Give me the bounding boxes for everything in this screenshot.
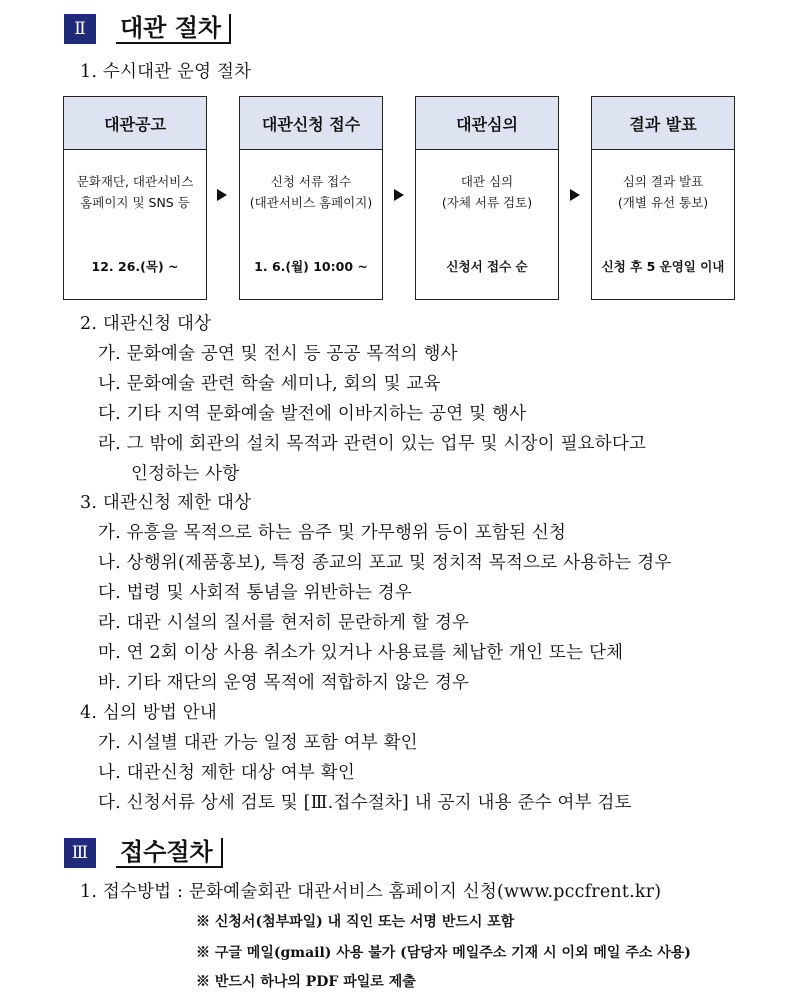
- process-step-date: 신청서 접수 순: [446, 259, 528, 274]
- subsection-2-title: 2. 대관신청 대상: [80, 314, 212, 334]
- section-2-title: 대관 절차: [116, 14, 231, 44]
- subsection-3-title: 3. 대관신청 제한 대상: [80, 493, 252, 513]
- process-step-date: 12. 26.(목) ~: [91, 259, 179, 274]
- process-step-desc-line: (대관서비스 홈페이지): [249, 195, 373, 210]
- process-step-desc-line: 대관 심의: [460, 174, 514, 189]
- process-step-4: [591, 96, 735, 300]
- process-step-desc-line: 심의 결과 발표: [622, 174, 704, 189]
- process-step-2: [239, 96, 383, 300]
- list-item: 다. 신청서류 상세 검토 및 [Ⅲ.접수절차] 내 공지 내용 준수 여부 검토: [98, 793, 632, 813]
- note-line: ※ 신청서(첨부파일) 내 직인 또는 서명 반드시 포함: [196, 914, 515, 930]
- process-step-title: 대관심의: [416, 97, 558, 150]
- section-2-header: [64, 14, 231, 44]
- process-step-desc-line: (개별 유선 통보): [617, 195, 709, 210]
- list-item: 마. 연 2회 이상 사용 취소가 있거나 사용료를 체납한 개인 또는 단체: [98, 643, 624, 663]
- process-step-title: 대관신청 접수: [240, 97, 382, 150]
- section-2-number: Ⅱ: [64, 14, 96, 44]
- process-step-desc-line: 홈페이지 및 SNS 등: [80, 195, 190, 210]
- process-step-1: [63, 96, 207, 300]
- list-item: 가. 유흥을 목적으로 하는 음주 및 가무행위 등이 포함된 신청: [98, 523, 567, 543]
- list-item: 나. 문화예술 관련 학술 세미나, 회의 및 교육: [98, 374, 441, 394]
- process-step-desc-line: 신청 서류 접수: [270, 174, 352, 189]
- list-item: 다. 법령 및 사회적 통념을 위반하는 경우: [98, 583, 413, 603]
- list-item: 나. 상행위(제품홍보), 특정 종교의 포교 및 정치적 목적으로 사용하는 경우: [98, 553, 672, 573]
- process-step-title: 대관공고: [64, 97, 206, 150]
- arrow-right-icon: [217, 189, 227, 201]
- subsection-5-title: 1. 접수방법 : 문화예술회관 대관서비스 홈페이지 신청(www.pccfrent.kr): [80, 882, 662, 902]
- process-step-desc: [240, 171, 382, 213]
- section-3-number: Ⅲ: [64, 838, 96, 868]
- list-item: 바. 기타 재단의 운영 목적에 적합하지 않은 경우: [98, 673, 470, 693]
- section-3-header: [64, 838, 223, 868]
- process-step-date: 신청 후 5 운영일 이내: [601, 259, 725, 274]
- list-item: 나. 대관신청 제한 대상 여부 확인: [98, 763, 355, 783]
- process-step-desc: [64, 171, 206, 213]
- subsection-4-title: 4. 심의 방법 안내: [80, 703, 218, 723]
- process-step-desc: [416, 171, 558, 213]
- list-item-continuation: 인정하는 사항: [131, 464, 240, 484]
- list-item: 가. 문화예술 공연 및 전시 등 공공 목적의 행사: [98, 344, 458, 364]
- list-item: 라. 대관 시설의 질서를 현저히 문란하게 할 경우: [98, 613, 470, 633]
- arrow-right-icon: [394, 189, 404, 201]
- process-step-desc: [592, 171, 734, 213]
- note-line: ※ 반드시 하나의 PDF 파일로 제출: [196, 974, 416, 990]
- process-step-date: 1. 6.(월) 10:00 ~: [254, 259, 368, 274]
- list-item: 다. 기타 지역 문화예술 발전에 이바지하는 공연 및 행사: [98, 404, 527, 424]
- subsection-1-title: 1. 수시대관 운영 절차: [80, 62, 252, 82]
- process-step-3: [415, 96, 559, 300]
- section-3-title: 접수절차: [116, 838, 223, 868]
- process-step-desc-line: (자체 서류 검토): [441, 195, 533, 210]
- list-item: 라. 그 밖에 회관의 설치 목적과 관련이 있는 업무 및 시장이 필요하다고: [98, 434, 647, 454]
- process-step-title: 결과 발표: [592, 97, 734, 150]
- process-step-desc-line: 문화재단, 대관서비스: [76, 174, 194, 189]
- arrow-right-icon: [570, 189, 580, 201]
- note-line: ※ 구글 메일(gmail) 사용 불가 (담당자 메일주소 기재 시 이외 메일 주소 사용): [196, 945, 691, 961]
- list-item: 가. 시설별 대관 가능 일정 포함 여부 확인: [98, 733, 418, 753]
